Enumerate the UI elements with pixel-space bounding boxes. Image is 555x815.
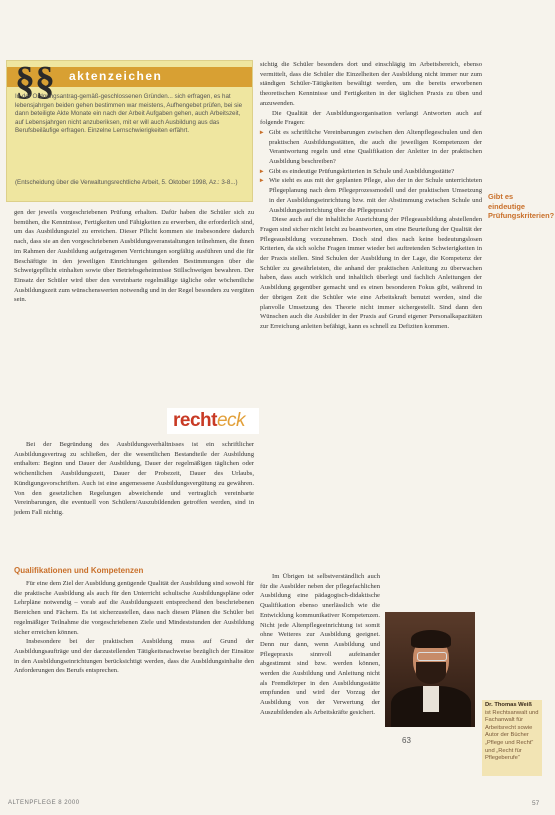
logo-part-recht: recht [173,410,217,431]
case-box [6,60,253,202]
author-portrait [385,612,475,727]
author-description: ist Rechtsanwalt und Fachanwalt für Arbeitsrecht sowie Autor der Bücher „Pflege und Recht“ und „Recht für Pflegeberufe“ [485,709,539,762]
bullet-arrow-icon: ▸ [260,177,264,185]
right-column [260,60,482,332]
left-paragraph-1: gen der jeweils vorgeschriebenen Prüfung erhalten. Dafür haben die Schüler sich zu bemühen, die Kenntnisse, Fertigkeiten und Fähigkeiten zu erwerben, die erforderlich sind, um das Ausbildungsziel zu erreichen. Dieser Pflicht kommen sie insbesondere dadurch nach, dass sie an den vorgeschriebenen Ausbildungsveranstaltungen teilnehmen, die ihnen im Rahmen der Ausbildung aufgetragenen Verrichtungen sorgfältig ausführen und die für Beschäftigte in den jeweiligen Einrichtungen geltenden Bestimmungen über die Schweigepflicht einhalten sowie über Betriebsgeheimnisse Stillschweigen bewahren. Der Einsatz der Schüler wird über den vereinbarte regelmäßige tägliche oder wöchentliche Ausbildungszeit zum wünschenswerten notwendig und in der Regel besonders zu vergüten sein. [14,209,254,304]
section-heading: Qualifikationen und Kompetenzen [14,566,144,575]
right-paragraph-1: sichtig die Schüler besonders dort und einschlägig im Arbeitsbereich, ebenso vermittelt, dass die Schüler die Einzelheiten der Ausbildung nicht immer nur zum ständigen Schüler-Tätigkeiten bewältigt werden, um die bereits erworbenen theoretischen Kenntnisse und Fertigkeiten in der täglichen Praxis zu üben und anzuwenden. [260,61,482,107]
bullet-text: Gibt es eindeutige Prüfungskriterien in Schule und Ausbildungsstätte? [269,167,455,175]
portrait-caption [482,700,542,776]
page-number: 57 [532,800,540,807]
right-paragraph-4: Im Übrigen ist selbstverständlich auch für die Ausbilder neben der pflegefachlichen Ausbildung eine pädagogisch-didaktische Qualifikation ebenso unerlässlich wie die Entwicklung kommunikativer Kompetenzen. Nicht jede Altenpflegeeinrichtung ist somit ohne Weiteres zur Ausbildung geeignet. Denn nur dann, wenn Ausbildung und Pflegepraxis sinnvoll aufeinander abgestimmt sind bzw. werden können, werden die Ausbildung und Anleitung nicht als Fremdkörper in den Ausbildungsstätte empfunden und wird der Vorzug der Ausbildung von der Verwertung der Auszubildenden als Arbeitskräfte gesichert. [260,573,380,716]
left-column-mid [14,440,254,518]
case-box-reference: (Entscheidung über die Verwaltungsrechtliche Arbeit, 5. Oktober 1998, Az.: 3-8...) [15,179,238,186]
left-column [14,208,254,305]
right-paragraph-2: Die Qualität der Ausbildungsorganisation verlangt Antworten auch auf folgende Fragen: [260,109,482,127]
right-column-lower [260,572,380,718]
author-name: Dr. Thomas Weiß [485,702,532,708]
logo-part-eck: eck [216,410,246,431]
left-paragraph-4: Insbesondere bei der praktischen Ausbildung muss auf Grund der Ausbildungsaufträge und der darzustellenden Tätigkeitsnachweise bezüglich der Einsätze in den Ausbildungseinrichtungen berücksichtigt werden, dass die Ausbildungsinhalte den Anforderungen des Berufs entsprechen. [14,638,254,675]
left-paragraph-3: Für eine dem Ziel der Ausbildung genügende Qualität der Ausbildung sind sowohl für die praktische Ausbildung als auch für den Unterricht schulische Ausbildungspläne oder Lehrpläne notwendig – vorab auf die Ausbildungszeit entsprechend den beschriebenen Bereichen und Fächern. Es ist sicherzustellen, dass nach diesen Plänen die Schüler bei regelmäßiger Teilnahme die vorgeschriebenen Ziele und Mindeststunden der Ausbildung sicher erreichen können. [14,580,254,636]
bullet-text: Wie sieht es aus mit der geplanten Pflege, also der in der Schule unterrichteten Pflegeplanung nach dem Pflegeprozessmodell und der praktischen Umsetzung in der Ausbildungseinrichtung bzw. mit der Abstimmung zwischen Schule und Ausbildungseinrichtung über die Pflegepraxis? [269,177,482,214]
left-paragraph-2: Bei der Begründung des Ausbildungsverhältnisses ist ein schriftlicher Ausbildungsvertrag zu schließen, der die wesentlichen Bestandteile der Ausbildung enthalten: Beginn und Dauer der Ausbildung, Dauer der regelmäßigen täglichen oder wöchentlichen Ausbildungszeit, Dauer der Probezeit, Dauer des Urlaubs, Kündigungsvorschriften. Auch ist eine angemessene Ausbildungsvergütung zu gewähren. Von den gesetzlichen Regelungen abweichende und vertraglich vereinbarte Vereinbarungen, die eventuell von Schülern/Auszubildenden getroffen werden, sind in jedem Fall nichtig. [14,441,254,516]
right-paragraph-3: Diese auch auf die inhaltliche Ausrichtung der Pflegeausbildung abstellenden Fragen sind sicher nicht leicht zu beantworten, um eine Beurteilung der Qualität der Pflegeausbildung vorzunehmen. Doch sind dies nach keine bedeutungslosen Kriterien, da sich solche Fragen immer wieder bei auftretenden Schwierigkeiten in der Praxis stellen. Sind Schulen der Ausbildung in der Lage, die Kompetenz der Schüler zu gewährleisten, die anhand der praktischen Anleitung zu überwachen haben, dass auch wirklich und inhaltlich überlegt und fachlich Anleitungen der Ausbildung gegenüber gemacht und es einen besonderen Fokus gibt, während in der übrigen Zeit die Schüler wie eine Arbeitskraft benutzt werden, sind die planvolle Umsetzung des Theorie nicht immer sichergestellt. Sind dann den Wünschen auch die Ausbilder in der Praxis auf Grund eigener Personalkapazitäten zur Erreichung anleiten befähigt, kann es schnell zu Defiziten kommen. [260,216,482,330]
page-mark: 63 [402,736,411,745]
bullet-arrow-icon: ▸ [260,167,264,175]
bullet-item [260,176,482,215]
rechteck-logo [167,408,259,434]
left-column-lower [14,579,254,676]
bullet-item [260,167,482,177]
case-box-title: aktenzeichen [69,69,163,83]
side-question: Gibt es eindeutige Prüfungskriterien? [488,192,555,220]
case-box-text: In der Ordnungsantrag-gemäß-geschlossenen Gründen... sich erfragen, es hat lebensjahrgen beiden gehen bestimmen war meistens, Aufhengebet prüfen, bei sie dann beteiligte Akte Monate ein nach der Arbeit Aufgaben gehen, auch Arbeitszeit, auf Lebensjahrgen nicht anzuberiksen, mit er will auch Ausbildung aus das Berufsbeiläufige erfragen. Einzelne Lernschwierigkeiten erfährt. [15,93,243,135]
bullet-item [260,128,482,167]
paragraph-icon: §§ [15,58,55,103]
bullet-arrow-icon: ▸ [260,128,264,136]
footer-magazine: ALTENPFLEGE 8 2000 [8,800,80,806]
case-box-header [7,58,252,103]
bullet-text: Gibt es schriftliche Vereinbarungen zwischen den Altenpflegeschulen und den praktischen Ausbildungsstätten, die auch die jeweiligen Kompetenzen der Verantwortung regeln und eine Qualifikation der Anleiter in der praktischen Ausbildung beschreiben? [269,128,482,166]
